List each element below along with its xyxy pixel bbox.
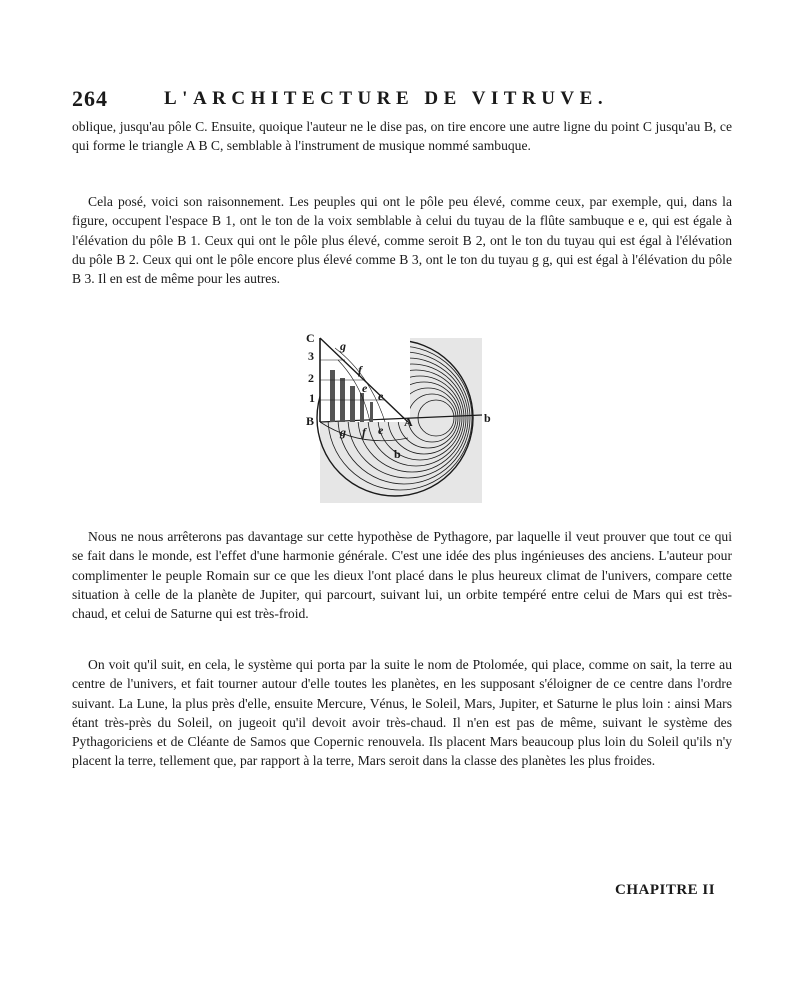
label-b-right: b: [484, 411, 491, 425]
label-3: 3: [308, 349, 314, 363]
page-number: 264: [72, 86, 108, 111]
label-b-bottom: b: [394, 447, 401, 461]
paragraph-1: oblique, jusqu'au pôle C. Ensuite, quoique l'auteur ne le dise pas, on tire encore une autre ligne du point C jusqu'au B, ce qui forme le triangle A B C, semblable à l'instrument de musique nommé sambuque.: [72, 119, 732, 154]
chapter-heading: CHAPITRE II: [615, 882, 716, 898]
label-g-bottom: g: [340, 425, 346, 439]
label-f-bottom: f: [362, 425, 366, 439]
label-e-top: e: [362, 381, 368, 395]
paragraph-2: Cela posé, voici son raisonnement. Les peuples qui ont le pôle peu élevé, comme ceux, par exemple, qui, dans la figure, occupent l'espace B 1, ont le ton de la voix semblable à celui du tuyau de la flûte sambuque e e, qui est égale à l'élévation du pôle B 1. Ceux qui ont le pôle plus élevé, comme seroit B 2, ont le ton du tuyau qui est égal à l'élévation du pôle B 2. Ceux qui ont le pôle encore plus élevé comme B 3, ont le ton du tuyau g g, qui est égal à l'élévation du pôle B 3. Il en est de même pour les autres.: [72, 194, 732, 287]
label-e-mid: e: [378, 389, 384, 403]
label-f-top: f: [358, 363, 362, 377]
label-2: 2: [308, 371, 314, 385]
figure-engraving: [300, 330, 490, 505]
label-b-left: B: [306, 414, 315, 428]
label-1: 1: [309, 391, 315, 405]
running-head: L'ARCHITECTURE DE VITRUVE.: [164, 88, 609, 109]
paragraph-4: On voit qu'il suit, en cela, le système qui porta par la suite le nom de Ptolomée, qui place, comme on sait, la terre au centre de l'univers, et fait tourner autour d'elle toutes les planètes, en les supposant s'éloigner de ce centre dans l'ordre suivant. La Lune, la plus près d'elle, ensuite Mercure, Vénus, le Soleil, Mars, Jupiter, et Saturne le plus loin : ainsi Mars étant très-près du Soleil, on jugeoit qu'il devoit avoir très-chaud. Il n'en est pas de même, suivant le système des Pythagoriciens et de Cléante de Samos que Copernic renouvela. Ils placent Mars beaucoup plus loin du Soleil qu'ils n'y placent la terre, tellement que, par rapport à la terre, Mars seroit dans la classe des planètes les plus froides.: [72, 657, 732, 769]
label-g-top: g: [340, 339, 346, 353]
label-c: C: [306, 331, 315, 345]
paragraph-3: Nous ne nous arrêterons pas davantage sur cette hypothèse de Pythagore, par laquelle il veut prouver que tout ce qui se fait dans le monde, est l'effet d'une harmonie générale. C'est une idée des plus ingénieuses des anciens. L'auteur pour complimenter le peuple Romain sur ce que les dieux l'ont placé dans le plus heureux climat de l'univers, compare cette situation à celle de la planète de Jupiter, qui parcourt, suivant lui, un orbite tempéré entre celui de Mars qui est très-chaud, et celui de Saturne qui est très-froid.: [72, 529, 732, 622]
label-e-bottom: e: [378, 423, 384, 437]
label-a: A: [404, 415, 413, 429]
page-header: [72, 86, 732, 114]
sambuca-harmony-figure: [300, 330, 490, 505]
